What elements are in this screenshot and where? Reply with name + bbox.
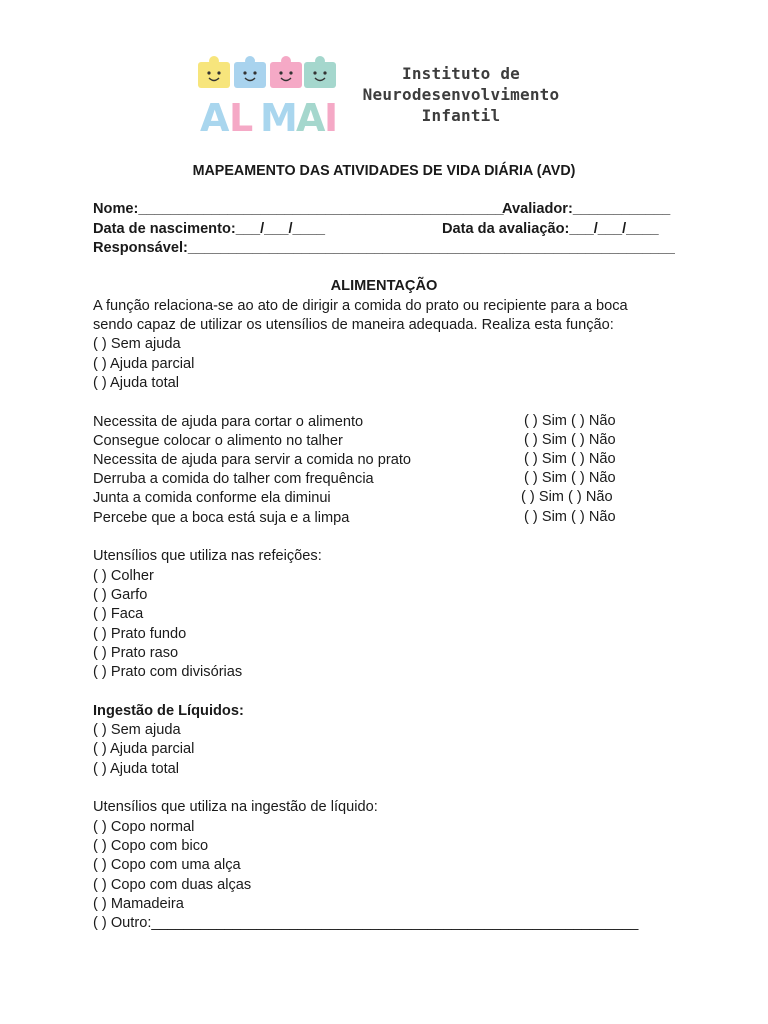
liquid-utensil-option[interactable]: ( ) Copo normal (93, 819, 195, 835)
section-title: ALIMENTAÇÃO (330, 278, 438, 294)
avaliador-field[interactable]: Avaliador:____________ (502, 201, 671, 217)
question-text: Necessita de ajuda para cortar o alimento (93, 414, 364, 430)
question-yes-no[interactable]: ( ) Sim ( ) Não (524, 509, 616, 525)
question-yes-no[interactable]: ( ) Sim ( ) Não (524, 432, 616, 448)
question-yes-no[interactable]: ( ) Sim ( ) Não (524, 413, 616, 429)
liquid-utensil-option[interactable]: ( ) Mamadeira (93, 896, 184, 912)
question-text: Consegue colocar o alimento no talher (93, 433, 343, 449)
liquid-utensil-option[interactable]: ( ) Copo com uma alça (93, 857, 241, 873)
almai-logo (196, 54, 344, 134)
evaluation-date-field[interactable]: Data da avaliação:___/___/____ (442, 221, 659, 237)
liquids-option[interactable]: ( ) Sem ajuda (93, 722, 181, 738)
logo-letter: A (296, 96, 326, 134)
question-yes-no[interactable]: ( ) Sim ( ) Não (524, 470, 616, 486)
intro-line-1: A função relaciona-se ao ato de dirigir a comida do prato ou recipiente para a boca (93, 298, 628, 314)
institute-line-1: Instituto de (402, 64, 520, 83)
document-title: MAPEAMENTO DAS ATIVIDADES DE VIDA DIÁRIA (AVD) (192, 163, 576, 179)
liquid-utensil-option[interactable]: ( ) Copo com bico (93, 838, 209, 854)
logo-letter: L (229, 96, 254, 134)
institute-line-3: Infantil (421, 106, 501, 125)
utensil-option[interactable]: ( ) Prato raso (93, 645, 179, 661)
utensil-option[interactable]: ( ) Prato fundo (93, 626, 187, 642)
puzzle-piece-icon (270, 56, 302, 88)
birth-date-field[interactable]: Data de nascimento:___/___/____ (93, 221, 326, 237)
question-yes-no[interactable]: ( ) Sim ( ) Não (524, 451, 616, 467)
help-option-ajuda-parcial[interactable]: ( ) Ajuda parcial (93, 356, 195, 372)
liquid-utensils-title: Utensílios que utiliza na ingestão de líquido: (93, 799, 378, 815)
institute-name (346, 63, 576, 126)
help-option-ajuda-total[interactable]: ( ) Ajuda total (93, 375, 179, 391)
question-text: Derruba a comida do talher com frequência (93, 471, 374, 487)
question-text: Necessita de ajuda para servir a comida no prato (93, 452, 411, 468)
logo-letter: A (200, 96, 230, 134)
question-text: Percebe que a boca está suja e a limpa (93, 510, 350, 526)
liquids-option[interactable]: ( ) Ajuda total (93, 761, 179, 777)
utensil-option[interactable]: ( ) Faca (93, 606, 144, 622)
question-yes-no[interactable]: ( ) Sim ( ) Não (521, 489, 613, 505)
puzzle-piece-icon (198, 56, 230, 88)
responsavel-field[interactable]: Responsável:____________________________________________________________ (93, 240, 675, 256)
utensils-title: Utensílios que utiliza nas refeições: (93, 548, 322, 564)
liquids-option[interactable]: ( ) Ajuda parcial (93, 741, 195, 757)
utensil-option[interactable]: ( ) Colher (93, 568, 154, 584)
logo-letter: I (324, 96, 339, 134)
liquids-title: Ingestão de Líquidos: (93, 703, 244, 719)
intro-line-2: sendo capaz de utilizar os utensílios de maneira adequada. Realiza esta função: (93, 317, 614, 333)
logo-letter: M (260, 96, 298, 134)
nome-field[interactable]: Nome:_____________________________________________ (93, 201, 504, 217)
question-text: Junta a comida conforme ela diminui (93, 490, 331, 506)
help-option-sem-ajuda[interactable]: ( ) Sem ajuda (93, 336, 181, 352)
liquid-utensil-option-outro[interactable]: ( ) Outro:____________________________________________________________ (93, 915, 639, 931)
liquid-utensil-option[interactable]: ( ) Copo com duas alças (93, 877, 252, 893)
utensil-option[interactable]: ( ) Garfo (93, 587, 148, 603)
puzzle-piece-icon (234, 56, 266, 88)
utensil-option[interactable]: ( ) Prato com divisórias (93, 664, 243, 680)
institute-line-2: Neurodesenvolvimento (362, 85, 560, 104)
puzzle-piece-icon (304, 56, 336, 88)
